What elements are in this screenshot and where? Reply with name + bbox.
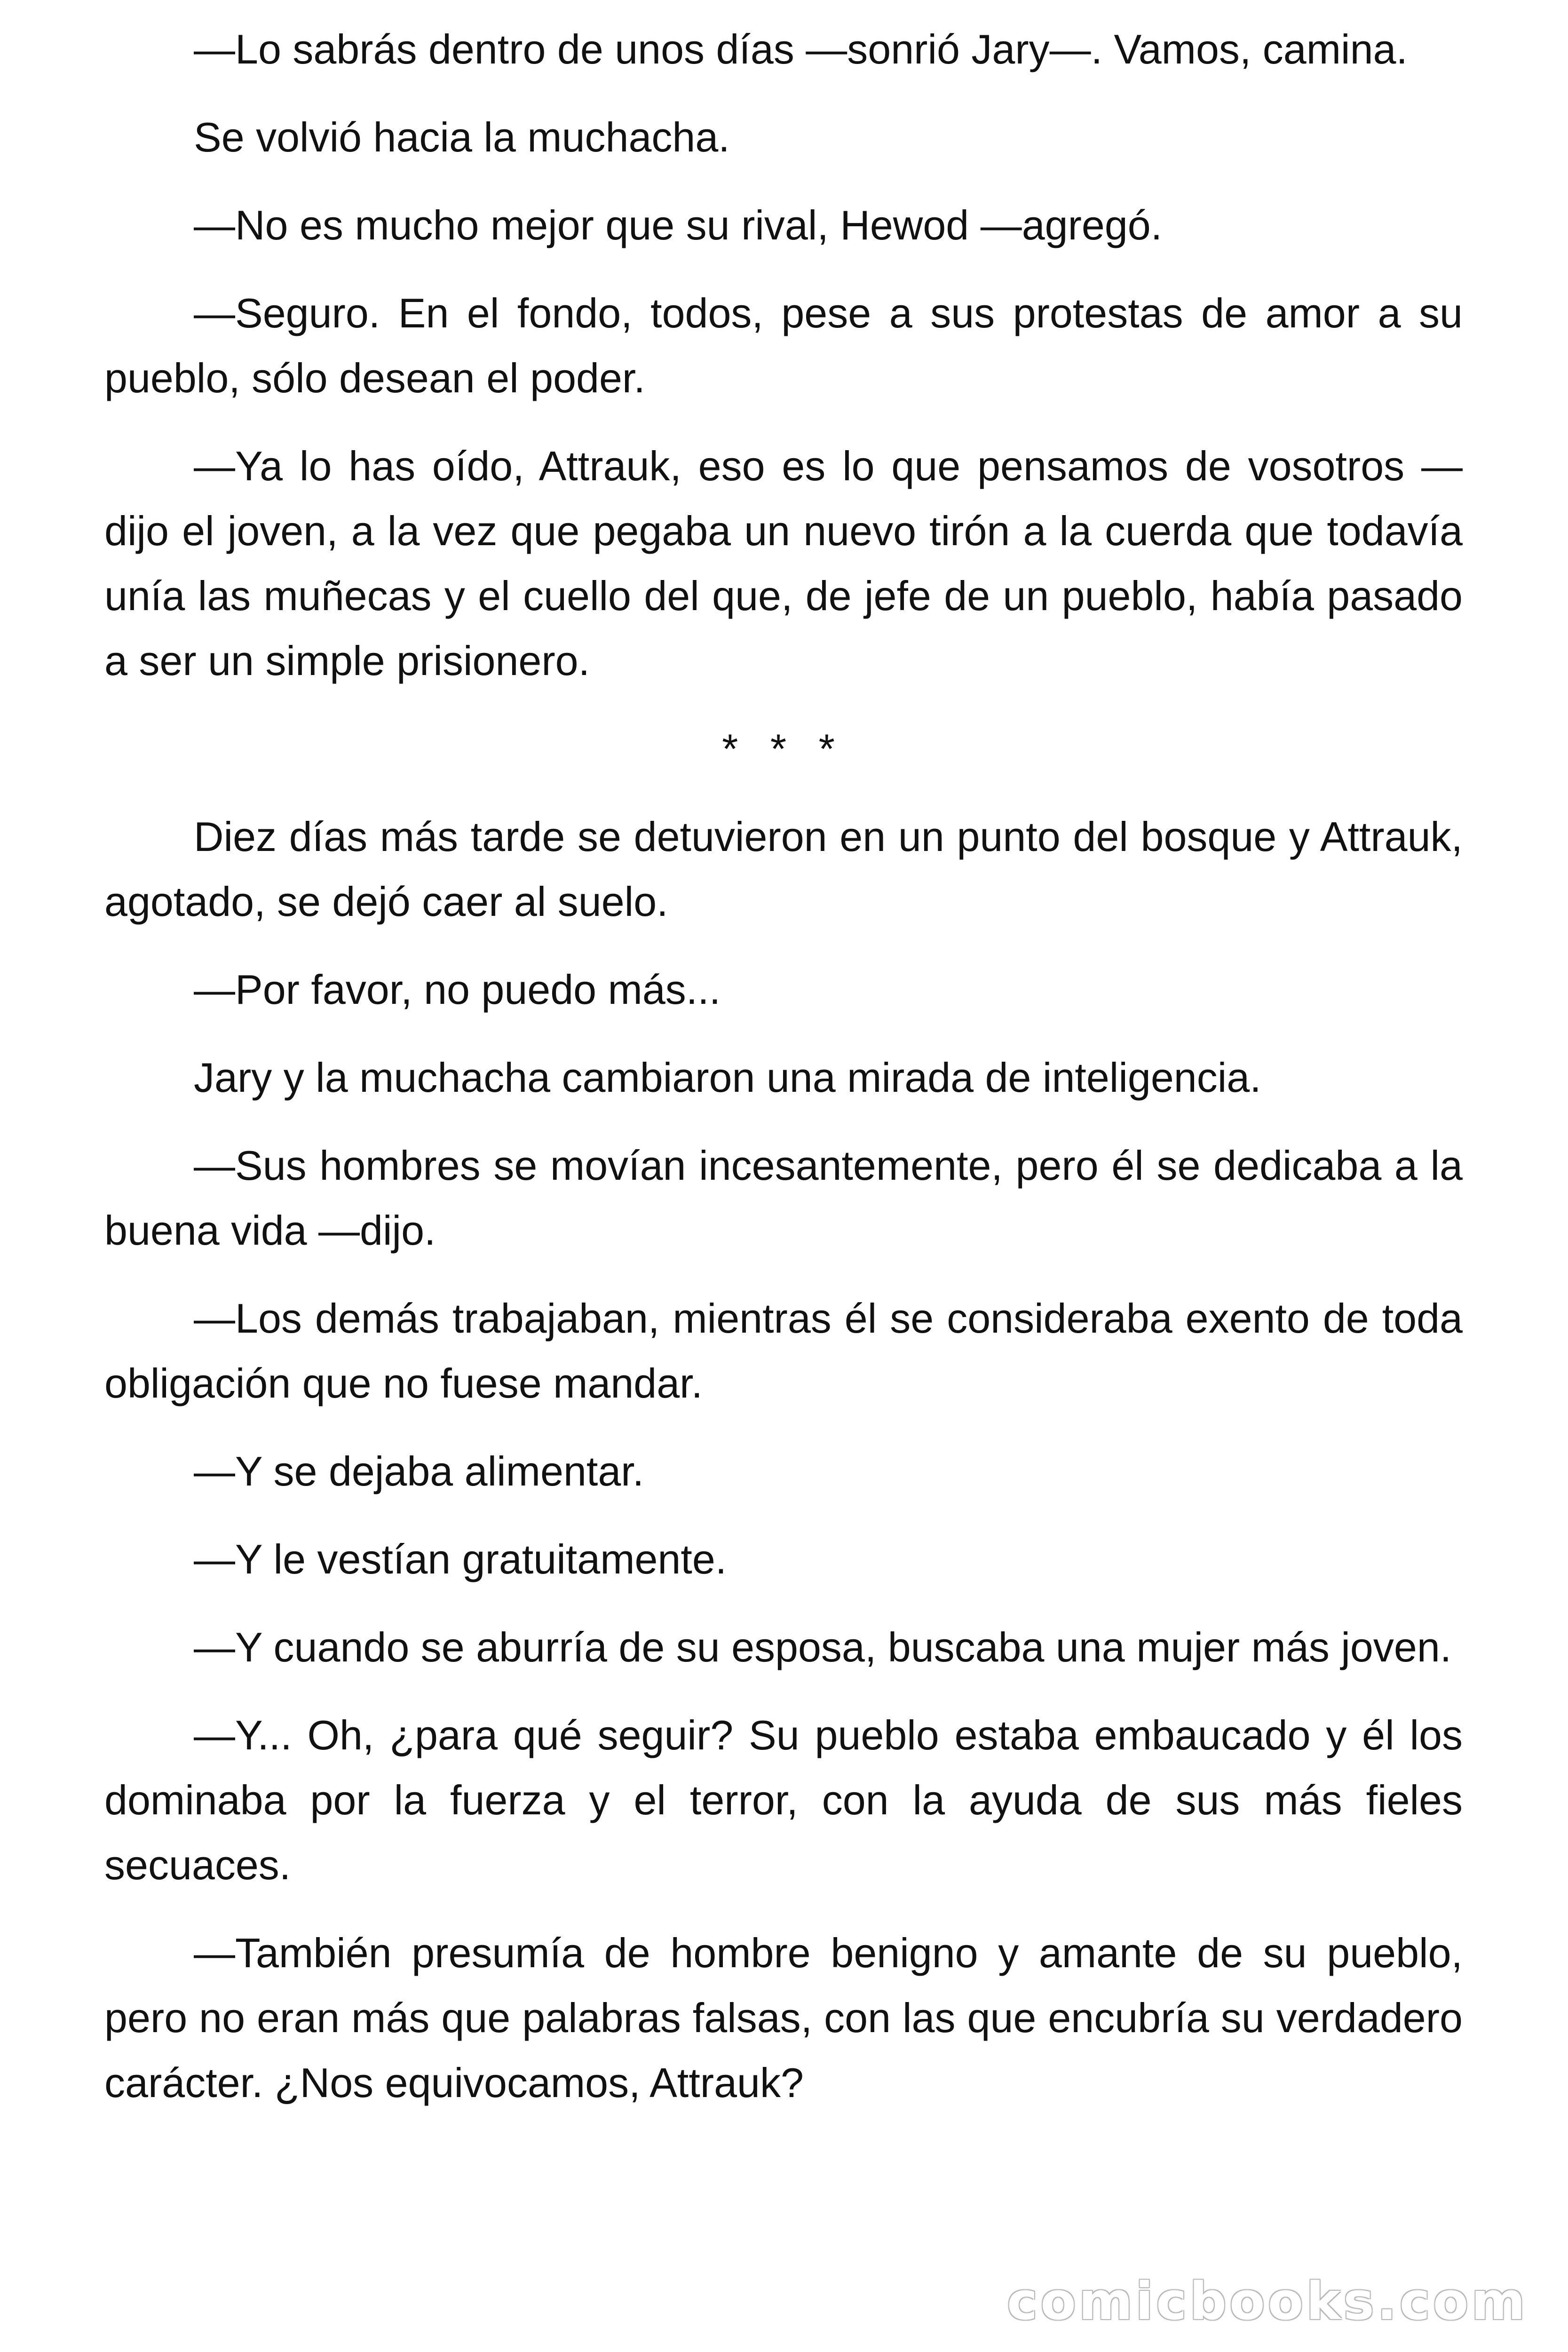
paragraph: —Los demás trabajaban, mientras él se consideraba exento de toda obligación que no fuese mandar. bbox=[104, 1295, 1463, 1406]
paragraph: Jary y la muchacha cambiaron una mirada de inteligencia. bbox=[194, 1054, 1261, 1101]
paragraph: Diez días más tarde se detuvieron en un punto del bosque y Attrauk, agotado, se dejó caer al suelo. bbox=[104, 813, 1463, 925]
paragraph: Se volvió hacia la muchacha. bbox=[194, 114, 730, 160]
paragraph: —Ya lo has oído, Attrauk, eso es lo que pensamos de vosotros —dijo el joven, a la vez que pegaba un nuevo tirón a la cuerda que todavía unía las muñecas y el cuello del que, de jefe de un pueblo, había pasado a ser un simple prisionero. bbox=[104, 443, 1463, 684]
page-text bbox=[104, 17, 1463, 2138]
paragraph: —Seguro. En el fondo, todos, pese a sus protestas de amor a su pueblo, sólo desean el poder. bbox=[104, 290, 1463, 401]
paragraph: —Sus hombres se movían incesantemente, pero él se dedicaba a la buena vida —dijo. bbox=[104, 1142, 1463, 1254]
paragraph: —Y cuando se aburría de su esposa, buscaba una mujer más joven. bbox=[194, 1624, 1452, 1670]
scene-separator: * * * bbox=[722, 725, 845, 772]
paragraph: —Y se dejaba alimentar. bbox=[194, 1448, 644, 1494]
watermark: comicbooks.com bbox=[1007, 2271, 1528, 2331]
paragraph: —Y le vestían gratuitamente. bbox=[194, 1536, 727, 1582]
paragraph: —Lo sabrás dentro de unos días —sonrió Jary—. Vamos, camina. bbox=[194, 26, 1408, 72]
paragraph: —Y... Oh, ¿para qué seguir? Su pueblo estaba embaucado y él los dominaba por la fuerza y el terror, con la ayuda de sus más fieles secuaces. bbox=[104, 1712, 1463, 1888]
paragraph: —No es mucho mejor que su rival, Hewod —agregó. bbox=[194, 202, 1163, 248]
paragraph: —También presumía de hombre benigno y amante de su pueblo, pero no eran más que palabras falsas, con las que encubría su verdadero carácter. ¿Nos equivocamos, Attrauk? bbox=[104, 1930, 1463, 2106]
paragraph: —Por favor, no puedo más... bbox=[194, 966, 721, 1013]
